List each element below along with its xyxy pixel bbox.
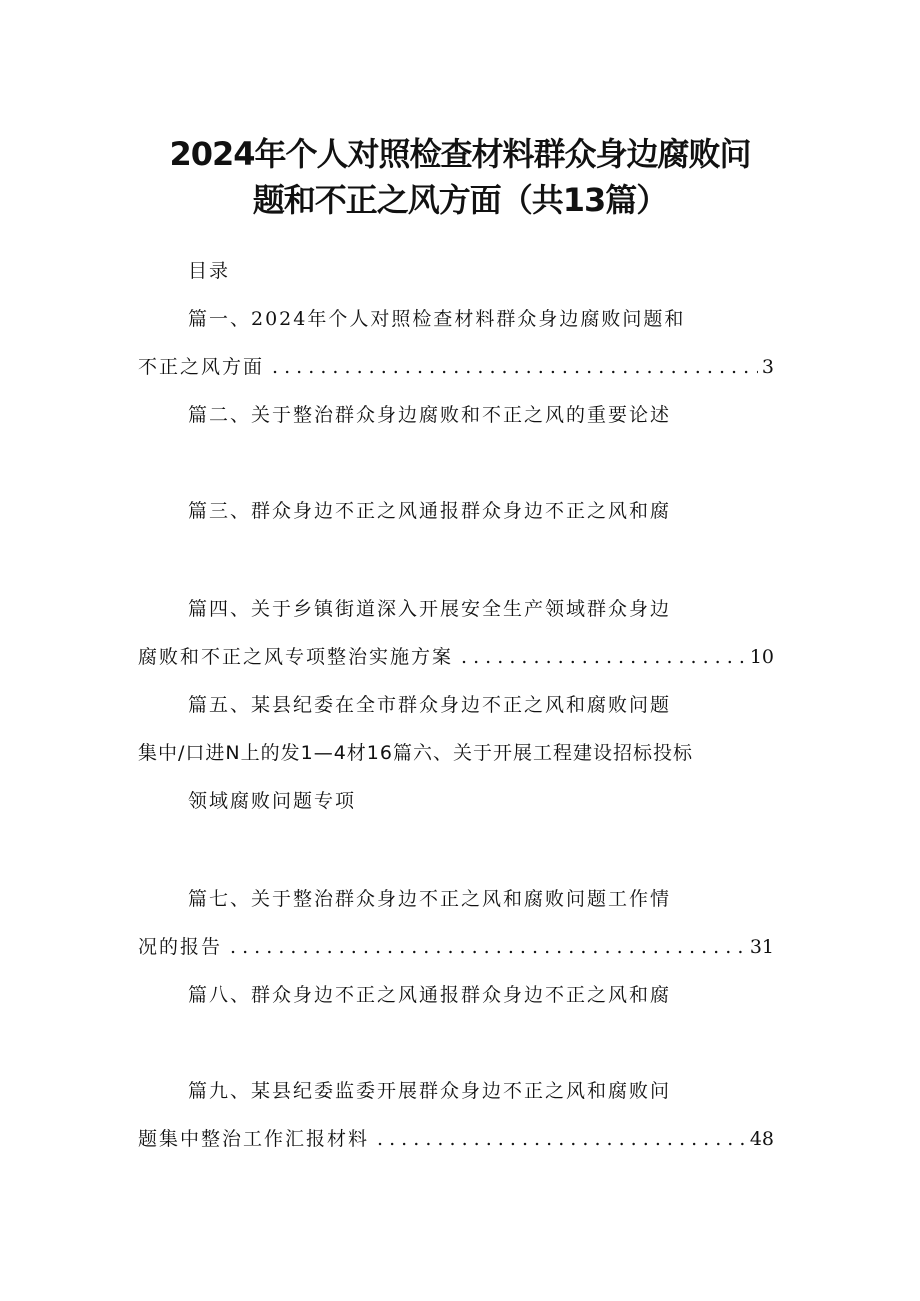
toc-entry-9-line-1: 篇九、某县纪委监委开展群众身边不正之风和腐败问 [188, 1080, 672, 1102]
dot-leader [461, 642, 746, 672]
toc-entry-2-line-1[interactable]: 篇二、关于整治群众身边腐败和不正之风的重要论述 [188, 404, 672, 426]
toc-page-number: 10 [749, 646, 774, 668]
toc-entry-1-line-2[interactable] [138, 352, 774, 382]
toc-entry-4-line-2[interactable] [138, 642, 774, 672]
document-title-line-2: 题和不正之风方面（共13篇） [252, 181, 668, 219]
document-title-line-1: 2024年个人对照检查材料群众身边腐败问 [169, 135, 751, 173]
toc-entry-1-line-1: 篇一、2024年个人对照检查材料群众身边腐败问题和 [188, 308, 686, 330]
toc-page-number: 31 [749, 936, 774, 958]
dot-leader [377, 1124, 746, 1154]
toc-page-number: 48 [749, 1128, 774, 1150]
toc-entry-text: 腐败和不正之风专项整治实施方案 [138, 646, 454, 668]
toc-entry-8-line-1[interactable]: 篇八、群众身边不正之风通报群众身边不正之风和腐 [188, 984, 672, 1006]
toc-entry-5-line-3: 领域腐败问题专项 [188, 790, 357, 812]
toc-entry-9-line-2[interactable] [138, 1124, 774, 1154]
toc-page-number: 3 [761, 356, 774, 378]
toc-entry-5-line-1: 篇五、某县纪委在全市群众身边不正之风和腐败问题 [188, 694, 672, 716]
dot-leader [230, 932, 746, 962]
toc-entry-4-line-1: 篇四、关于乡镇街道深入开展安全生产领域群众身边 [188, 598, 672, 620]
toc-entry-5-line-2[interactable]: 集中/口进N上的发1—4材16篇六、关于开展工程建设招标投标 [138, 742, 693, 764]
toc-heading: 目录 [188, 260, 231, 282]
toc-entry-3-line-1[interactable]: 篇三、群众身边不正之风通报群众身边不正之风和腐 [188, 500, 672, 522]
toc-entry-7-line-2[interactable] [138, 932, 774, 962]
toc-entry-text: 况的报告 [138, 936, 223, 958]
toc-entry-7-line-1: 篇七、关于整治群众身边不正之风和腐败问题工作情 [188, 888, 672, 910]
toc-entry-text: 题集中整治工作汇报材料 [138, 1128, 370, 1150]
dot-leader [272, 352, 758, 382]
toc-entry-text: 不正之风方面 [138, 356, 265, 378]
